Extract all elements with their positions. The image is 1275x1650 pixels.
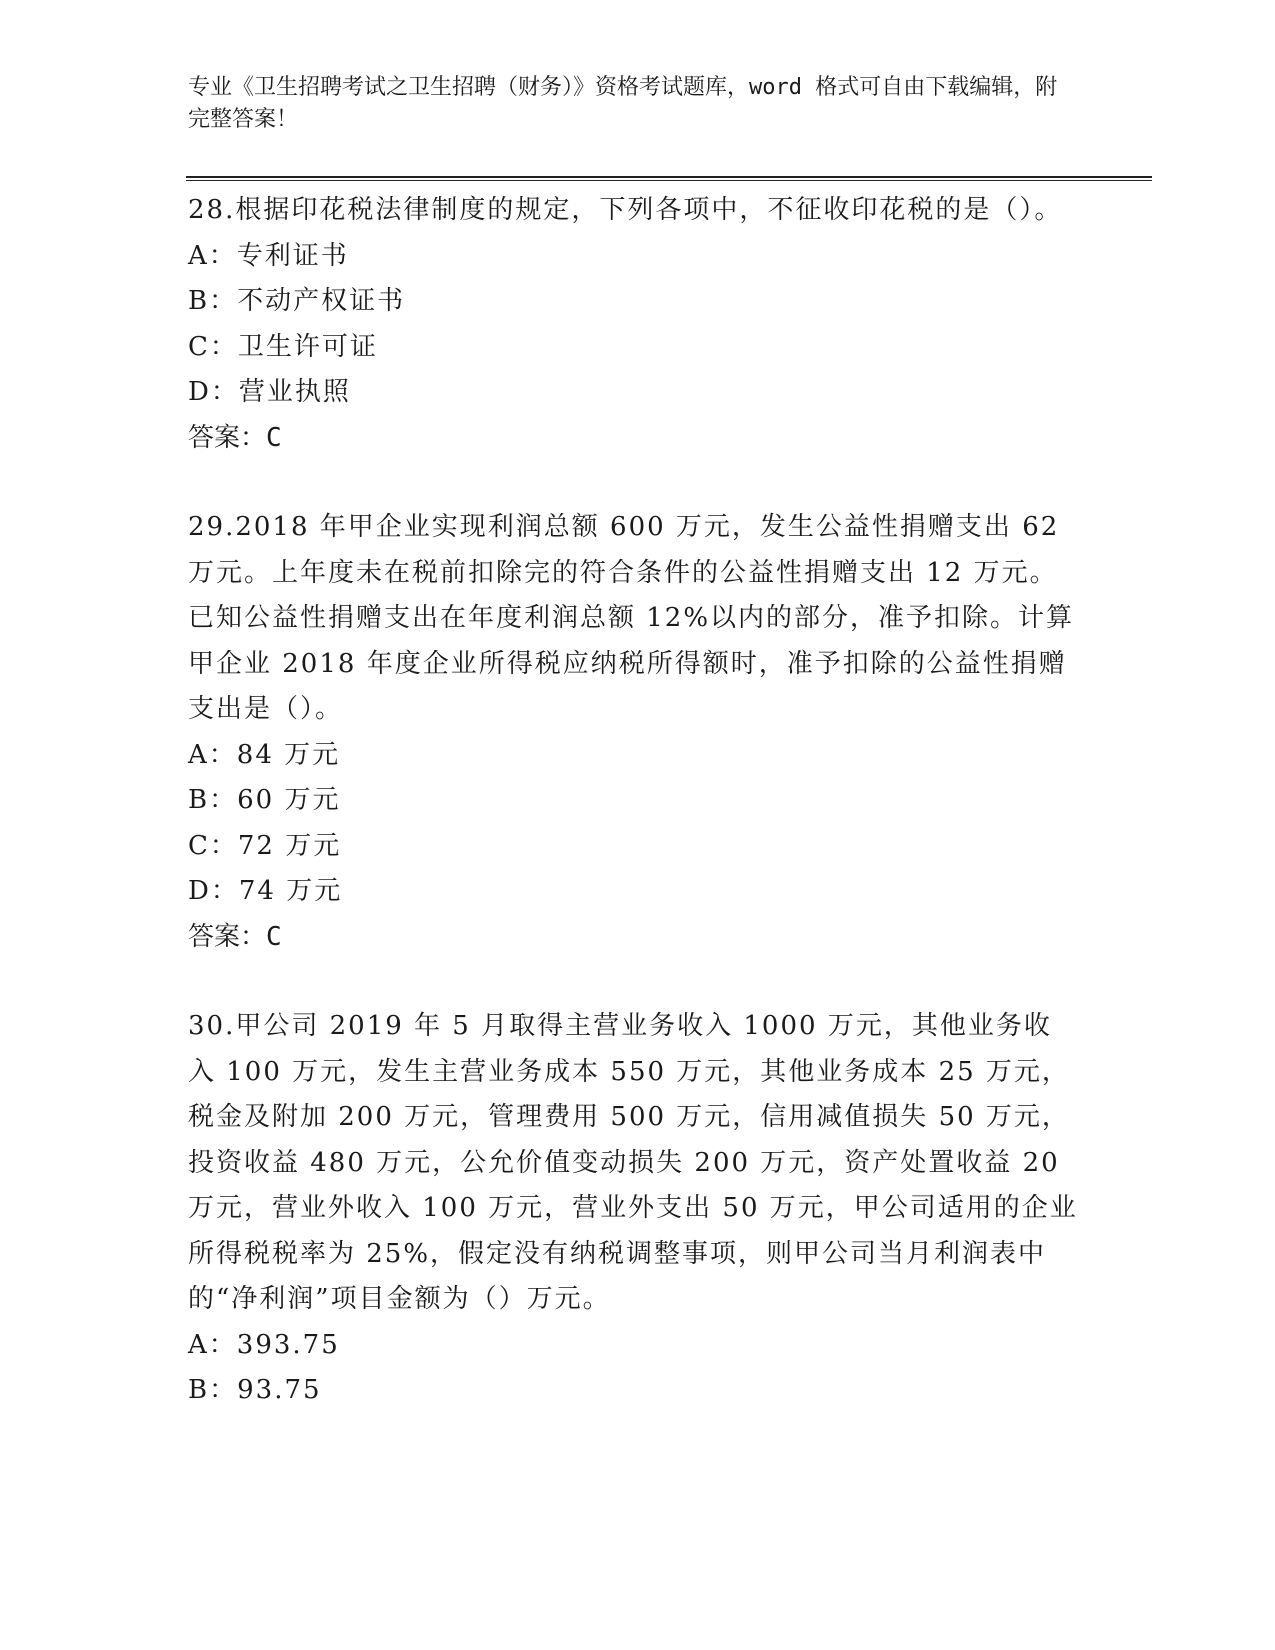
question-30: [188, 1004, 1078, 1414]
question-29: [188, 505, 1078, 960]
question-list: [188, 188, 1078, 1414]
question-spacer: [188, 960, 1078, 1004]
divider-line-thin: [186, 180, 1152, 181]
question-text: 29.2018 年甲企业实现利润总额 600 万元，发生公益性捐赠支出 62 万元。上年度未在税前扣除完的符合条件的公益性捐赠支出 12 万元。已知公益性捐赠支出在年度利润总额 12%以内的部分，准予扣除。计算甲企业 2018 年度企业所得税应纳税所得额时，准予扣除的公益性捐赠支出是（）。: [188, 512, 1075, 724]
question-text: 28.根据印花税法律制度的规定，下列各项中，不征收印花税的是（）。: [188, 195, 1063, 225]
question-text: 30.甲公司 2019 年 5 月取得主营业务收入 1000 万元，其他业务收入 100 万元，发生主营业务成本 550 万元，其他业务成本 25 万元，税金及附加 200 万元，管理费用 500 万元，信用减值损失 50 万元，投资收益 480 万元，公允价值变动损失 200 万元，资产处置收益 20 万元，营业外收入 100 万元，营业外支出 50 万元，甲公司适用的企业所得税税率为 25%，假定没有纳税调整事项，则甲公司当月利润表中的“净利润”项目金额为（）万元。: [188, 1011, 1078, 1314]
option-b: B：不动产权证书: [188, 286, 406, 316]
option-a: A：专利证书: [188, 240, 349, 271]
header-divider: [186, 176, 1152, 182]
option-c: C：72 万元: [188, 830, 342, 861]
option-b: B：60 万元: [188, 785, 341, 815]
option-d: D：营业执照: [188, 377, 351, 407]
option-b: B：93.75: [188, 1375, 322, 1405]
option-d: D：74 万元: [188, 876, 343, 906]
option-c: C：卫生许可证: [188, 331, 378, 362]
answer-line: 答案：C: [188, 921, 282, 952]
divider-line-thick: [186, 176, 1152, 178]
answer-line: 答案：C: [188, 422, 282, 453]
option-a: A：84 万元: [188, 739, 341, 770]
page-header: 专业《卫生招聘考试之卫生招聘（财务）》资格考试题库，word 格式可自由下载编辑，附完整答案！: [188, 75, 1058, 132]
question-spacer: [188, 461, 1078, 505]
option-a: A：393.75: [188, 1329, 340, 1360]
question-28: [188, 188, 1078, 461]
